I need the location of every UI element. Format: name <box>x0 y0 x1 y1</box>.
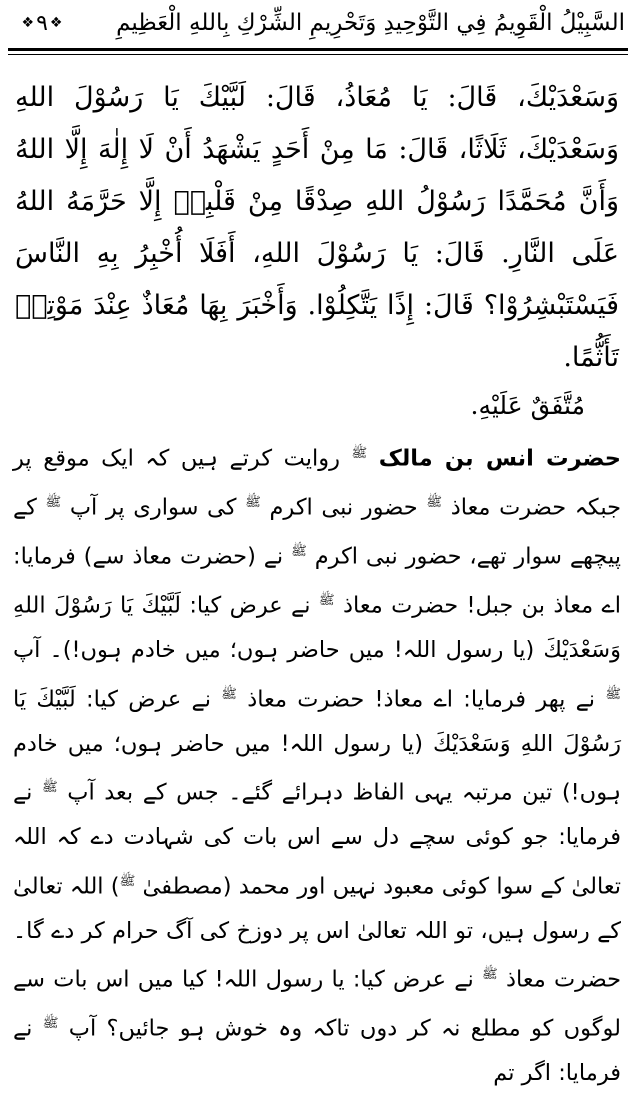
honorific-icon: ﷺ <box>42 780 58 795</box>
honorific-icon: ﷺ <box>482 967 498 982</box>
page-number <box>12 8 72 38</box>
urdu-text-8: نے پھر فرمایا: اے معاذ! حضرت معاذ <box>247 686 596 712</box>
urdu-paragraph <box>13 432 621 1096</box>
honorific-icon: ﷺ <box>45 495 62 510</box>
urdu-text-13: نے عرض کیا: یا رسول اللہ! کیا میں اس بات سے لوگوں کو مطلع نہ کر دوں تاکہ وہ خوش ہو جائیں؟ آپ <box>13 966 621 1042</box>
urdu-text-11: نے فرمایا: جو کوئی سچے دل سے اس بات کی شہادت دے کہ اللہ تعالیٰ کے سوا کوئی معبود نہیں اور محمد (مصطفیٰ <box>13 779 622 899</box>
honorific-icon: ﷺ <box>426 495 443 510</box>
urdu-text-4: کے پیچھے سوار تھے، حضور نبی اکرم <box>13 494 622 570</box>
page-number-value: ٩ <box>36 10 48 36</box>
urdu-text-9: نے عرض کیا: <box>86 686 211 712</box>
urdu-translation <box>13 432 621 1096</box>
honorific-icon: ﷺ <box>605 686 622 702</box>
honorific-icon: ﷺ <box>291 544 307 559</box>
urdu-text-1: روایت کرتے ہیں کہ ایک موقع پر جبکہ حضرت معاذ <box>13 445 622 521</box>
honorific-icon: ﷺ <box>221 686 237 702</box>
urdu-text-5: نے (حضرت معاذ سے) فرمایا: اے معاذ بن جبل! حضرت معاذ <box>13 543 621 619</box>
honorific-icon: ﷺ <box>245 495 261 510</box>
ornament-right-icon: ❖ <box>21 15 35 31</box>
arabic-hadith-text <box>15 72 619 384</box>
arabic-quote-2: لَبَّيْكَ يَا رَسُوْلَ اللهِ وَسَعْدَيْكَ <box>13 686 621 757</box>
header-rule-thick <box>8 48 628 51</box>
urdu-text-7: (یا رسول اللہ! میں حاضر ہوں؛ میں خادم ہوں!)۔ آپ <box>13 637 535 663</box>
honorific-icon: ﷺ <box>351 446 368 461</box>
honorific-icon: ﷺ <box>42 1016 59 1031</box>
agreed-upon-label: مُتَّفَقٌ عَلَيْهِ. <box>470 391 585 420</box>
page-header <box>0 0 635 60</box>
honorific-icon: ﷺ <box>318 593 335 608</box>
ornament-left-icon: ❖ <box>49 15 63 31</box>
running-title: السَّبِيْلُ الْقَوِيمُ فِي التَّوْحِيدِ وَتَحْرِيمِ الشِّرْكِ بِاللهِ الْعَظِيمِ <box>116 10 625 36</box>
arabic-paragraph: وَسَعْدَيْكَ، قَالَ: يَا مُعَاذُ، قَالَ: لَبَّيْكَ يَا رَسُوْلَ اللهِ وَسَعْدَيْكَ، ثَلَاثًا، قَالَ: مَا مِنْ أَحَدٍ يَشْهَدُ أَنْ لَا إِلٰهَ إِلَّا اللهُ وَأَنَّ مُحَمَّدًا رَسُوْلُ اللهِ صِدْقًا مِنْ قَلْبِهٖ إِلَّا حَرَّمَهُ اللهُ عَلَى النَّارِ. قَالَ: يَا رَسُوْلَ اللهِ، أَفَلَا أُخْبِرُ بِهِ النَّاسَ فَيَسْتَبْشِرُوْا؟ قَالَ: إِذًا يَتَّكِلُوْا. وَأَخْبَرَ بِهَا مُعَاذٌ عِنْدَ مَوْتِهٖ تَأَثُّمًا. <box>15 82 619 373</box>
urdu-text-14: نے فرمایا: اگر تم <box>13 1015 621 1086</box>
urdu-text-12: ) اللہ تعالیٰ کے رسول ہیں، تو اللہ تعالیٰ اس پر دوزخ کی آگ حرام کر دے گا۔ حضرت معاذ <box>13 873 622 993</box>
header-rule-thin <box>8 54 628 55</box>
urdu-text-6: نے عرض کیا: <box>189 592 311 619</box>
urdu-text-10: (یا رسول اللہ! میں حاضر ہوں؛ میں خادم ہوں!) تین مرتبہ یہی الفاظ دہرائے گئے۔ جس کے بعد آپ <box>13 730 622 806</box>
honorific-icon: ﷺ <box>119 873 136 889</box>
urdu-text-2: حضور نبی اکرم <box>269 494 418 521</box>
urdu-text-3: کی سواری پر آپ <box>69 494 237 521</box>
arabic-quote-1: لَبَّيْكَ يَا رَسُوْلَ اللهِ وَسَعْدَيْكَ <box>13 592 621 663</box>
narrator-name: حضرت انس بن مالک <box>378 445 622 472</box>
